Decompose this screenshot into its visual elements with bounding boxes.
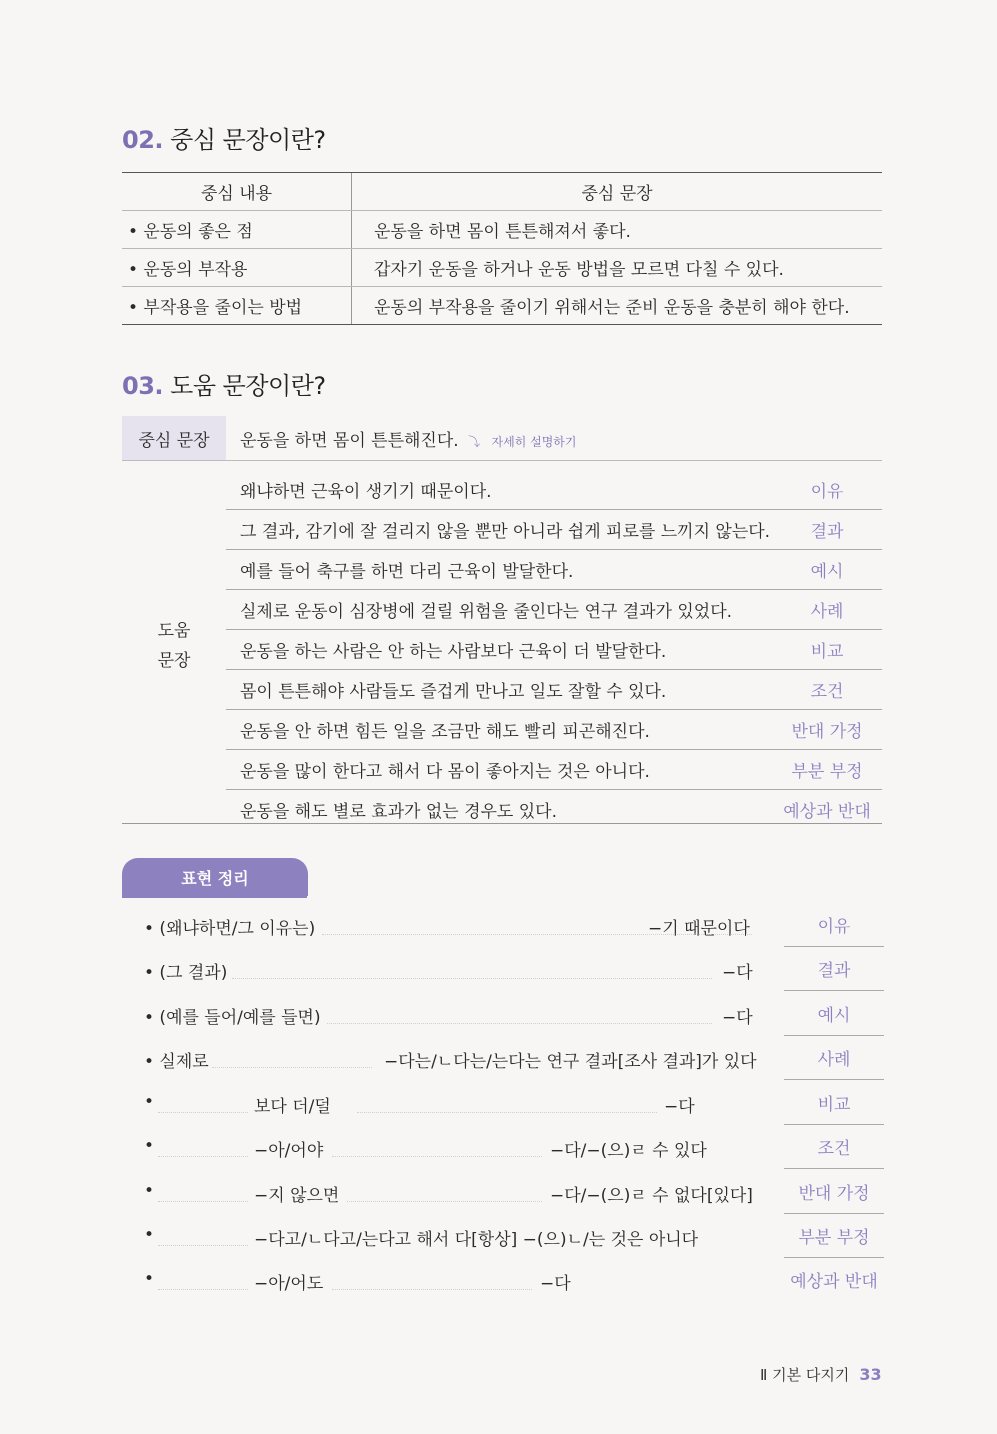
expression-row — [122, 1080, 884, 1124]
list-item — [226, 630, 882, 670]
expression-row — [122, 1124, 884, 1168]
section02-title — [122, 120, 326, 155]
expr-middle: −아/어도 — [254, 1274, 324, 1294]
support-tag: 반대 가정 — [791, 722, 863, 742]
expr-lead: • (그 결과) — [144, 963, 228, 983]
dotted-leader — [212, 1067, 372, 1068]
dotted-leader — [332, 1156, 542, 1157]
dotted-leader — [158, 1112, 248, 1113]
dotted-leader — [158, 1156, 248, 1157]
dotted-leader — [158, 1289, 248, 1290]
dotted-leader — [158, 1245, 248, 1246]
dotted-leader — [332, 1289, 532, 1290]
expr-middle: −다는/ㄴ다는/는다는 연구 결과[조사 결과]가 있다 — [384, 1052, 757, 1072]
divider — [122, 823, 882, 824]
support-text: 왜냐하면 근육이 생기기 때문이다. — [240, 482, 492, 502]
expr-ending: −다 — [664, 1097, 695, 1117]
expression-row — [122, 1213, 884, 1257]
expression-tag: 결과 — [784, 946, 884, 991]
row-content: • 부작용을 줄이는 방법 — [122, 287, 352, 324]
support-sentence-list — [226, 470, 882, 829]
expr-lead: • — [144, 1225, 155, 1245]
header-sentence: 중심 문장 — [581, 184, 653, 204]
dotted-leader — [347, 1201, 542, 1202]
list-item — [226, 590, 882, 630]
expression-row — [122, 1169, 884, 1213]
row-sentence: 운동의 부작용을 줄이기 위해서는 준비 운동을 충분히 해야 한다. — [374, 298, 850, 318]
support-text: 예를 들어 축구를 하면 다리 근육이 발달한다. — [240, 562, 574, 582]
divider — [122, 896, 307, 898]
expression-row — [122, 902, 884, 946]
support-tag: 예시 — [810, 562, 844, 582]
list-item — [226, 710, 882, 750]
expr-ending: −다/−(으)ㄹ 수 없다[있다] — [550, 1186, 753, 1206]
list-item — [226, 670, 882, 710]
support-label-line1: 도움 — [157, 621, 191, 641]
expr-middle: −지 않으면 — [254, 1186, 340, 1206]
support-label-line2: 문장 — [157, 651, 191, 671]
expression-tag: 조건 — [784, 1124, 884, 1169]
row-content: • 운동의 부작용 — [122, 249, 352, 286]
expression-tag: 사례 — [784, 1035, 884, 1080]
expression-tag: 이유 — [784, 902, 884, 947]
section03-heading: 도움 문장이란? — [170, 372, 326, 400]
expression-tag: 예상과 반대 — [790, 1271, 878, 1292]
central-sentence-table — [122, 172, 882, 325]
support-text: 그 결과, 감기에 잘 걸리지 않을 뿐만 아니라 쉽게 피로를 느끼지 않는다. — [240, 522, 771, 542]
table-header — [122, 173, 882, 211]
header-content: 중심 내용 — [122, 173, 352, 210]
support-tag: 비교 — [810, 642, 844, 662]
expr-lead: • — [144, 1269, 155, 1289]
expr-lead: • — [144, 1181, 155, 1201]
main-sentence: 운동을 하면 몸이 튼튼해진다. — [240, 430, 459, 451]
row-content: • 운동의 좋은 점 — [122, 211, 352, 248]
support-text: 실제로 운동이 심장병에 걸릴 위험을 줄인다는 연구 결과가 있었다. — [240, 602, 733, 622]
support-text: 운동을 많이 한다고 해서 다 몸이 좋아지는 것은 아니다. — [240, 762, 650, 782]
support-tag: 사례 — [810, 602, 844, 622]
support-text: 운동을 안 하면 힘든 일을 조금만 해도 빨리 피곤해진다. — [240, 722, 650, 742]
section03-title — [122, 366, 326, 401]
support-tag: 조건 — [810, 682, 844, 702]
row-sentence: 운동을 하면 몸이 튼튼해져서 좋다. — [374, 222, 631, 242]
table-row — [122, 211, 882, 249]
dotted-leader — [232, 978, 712, 979]
expr-lead: • — [144, 1092, 155, 1112]
expression-row — [122, 1257, 884, 1301]
expr-lead: • — [144, 1136, 155, 1156]
main-sentence-band — [122, 416, 882, 461]
page-number: 33 — [859, 1365, 882, 1384]
expression-tag: 예시 — [784, 991, 884, 1036]
expr-ending: −다/−(으)ㄹ 수 있다 — [550, 1141, 707, 1161]
dotted-leader — [357, 1112, 657, 1113]
expression-row — [122, 1035, 884, 1079]
support-tag: 부분 부정 — [791, 762, 863, 782]
dotted-leader — [327, 1023, 712, 1024]
list-item — [226, 750, 882, 790]
list-item — [226, 470, 882, 510]
support-text: 운동을 해도 별로 효과가 없는 경우도 있다. — [240, 802, 558, 822]
dotted-leader — [158, 1201, 248, 1202]
expression-summary-tab: 표현 정리 — [122, 858, 308, 896]
curved-arrow-icon: ⤵ — [468, 434, 481, 449]
expr-middle: −아/어야 — [254, 1141, 324, 1161]
main-sentence-label: 중심 문장 — [122, 416, 226, 460]
chapter-label: Ⅱ 기본 다지기 — [760, 1366, 850, 1384]
support-text: 몸이 튼튼해야 사람들도 즐겁게 만나고 일도 잘할 수 있다. — [240, 682, 667, 702]
support-tag: 이유 — [810, 482, 844, 502]
section02-number: 02. — [122, 126, 164, 154]
expression-tag: 비교 — [784, 1080, 884, 1125]
main-sentence-text — [226, 426, 576, 451]
row-sentence: 갑자기 운동을 하거나 운동 방법을 모르면 다칠 수 있다. — [374, 260, 784, 280]
expression-row — [122, 991, 884, 1035]
support-tag: 결과 — [810, 522, 844, 542]
detail-note: 자세히 설명하기 — [491, 434, 577, 449]
expr-lead: • (예를 들어/예를 들면) — [144, 1008, 321, 1028]
expr-ending: −다 — [722, 963, 753, 983]
table-row — [122, 287, 882, 324]
expr-ending: −다 — [722, 1008, 753, 1028]
expr-ending: −다 — [540, 1274, 571, 1294]
expression-tag: 부분 부정 — [784, 1213, 884, 1258]
expression-row — [122, 946, 884, 990]
list-item — [226, 510, 882, 550]
support-tag: 예상과 반대 — [783, 802, 871, 822]
table-row — [122, 249, 882, 287]
expr-lead: • (왜냐하면/그 이유는) — [144, 919, 316, 939]
page-footer — [760, 1364, 882, 1385]
expr-middle: 보다 더/덜 — [254, 1097, 331, 1117]
list-item — [226, 550, 882, 590]
support-sentence-label — [122, 470, 226, 822]
expression-tag: 반대 가정 — [784, 1169, 884, 1214]
section03-number: 03. — [122, 372, 164, 400]
support-text: 운동을 하는 사람은 안 하는 사람보다 근육이 더 발달한다. — [240, 642, 667, 662]
expr-lead: • 실제로 — [144, 1052, 209, 1072]
section02-heading: 중심 문장이란? — [170, 126, 326, 154]
expr-middle: −다고/ㄴ다고/는다고 해서 다[항상] −(으)ㄴ/는 것은 아니다 — [254, 1230, 699, 1250]
expr-ending: −기 때문이다 — [648, 919, 750, 939]
